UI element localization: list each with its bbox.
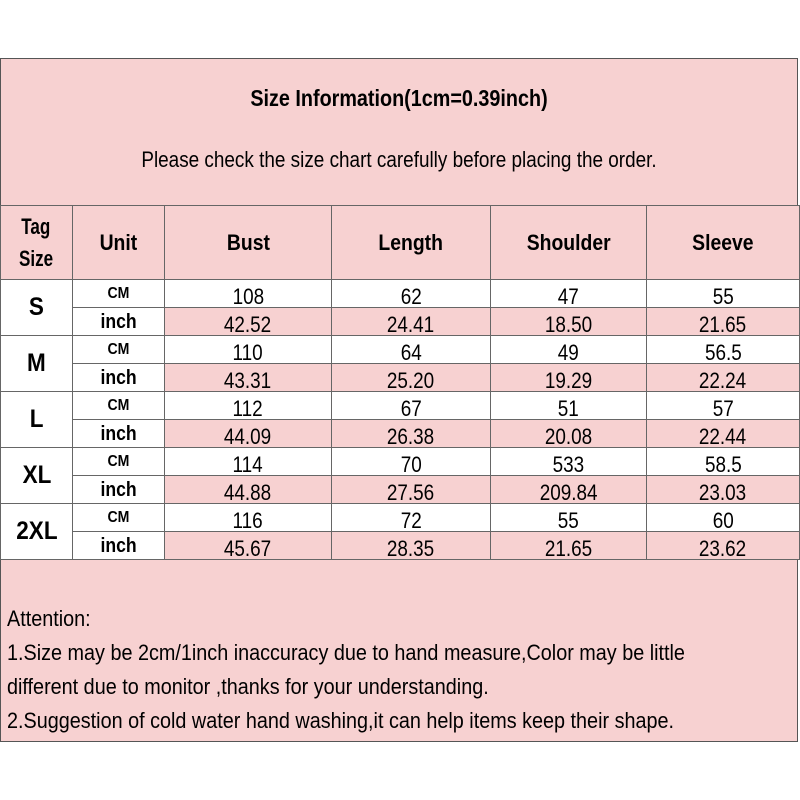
m-cm-sleeve: 56.5 <box>647 336 800 364</box>
header-tag-line1: Tag <box>21 213 52 239</box>
table-row-m-inch <box>1 364 800 392</box>
attention-heading: Attention: <box>7 606 91 631</box>
table-row-m-cm <box>1 336 800 364</box>
xl-cm-sleeve: 58.5 <box>647 448 800 476</box>
attention-line-3: 2.Suggestion of cold water hand washing,it can help items keep their shape. <box>7 708 675 733</box>
m-cm-shoulder: 49 <box>491 336 647 364</box>
unit-cm-label: CM <box>73 448 165 476</box>
m-cm-length: 64 <box>332 336 491 364</box>
l-inch-length: 26.38 <box>332 420 491 448</box>
header-length: Length <box>332 206 491 280</box>
table-header-row <box>1 206 800 280</box>
xl-inch-bust: 44.88 <box>165 476 332 504</box>
2xl-inch-length: 28.35 <box>332 532 491 560</box>
size-table-body <box>1 206 800 560</box>
unit-inch-label: inch <box>73 420 165 448</box>
table-row-2xl-cm <box>1 504 800 532</box>
2xl-cm-shoulder: 55 <box>491 504 647 532</box>
2xl-inch-bust: 45.67 <box>165 532 332 560</box>
s-cm-bust: 108 <box>165 280 332 308</box>
unit-cm-label: CM <box>73 504 165 532</box>
size-label-m: M <box>1 336 73 392</box>
size-table <box>0 205 800 560</box>
m-inch-bust: 43.31 <box>165 364 332 392</box>
l-cm-shoulder: 51 <box>491 392 647 420</box>
attention-line-2: different due to monitor ,thanks for your understanding. <box>7 674 489 699</box>
2xl-inch-shoulder: 21.65 <box>491 532 647 560</box>
unit-inch-label: inch <box>73 532 165 560</box>
l-inch-shoulder: 20.08 <box>491 420 647 448</box>
s-cm-length: 62 <box>332 280 491 308</box>
header-tag-size <box>1 206 73 280</box>
size-label-l: L <box>1 392 73 448</box>
page-title: Size Information(1cm=0.39inch) <box>250 85 548 111</box>
s-cm-sleeve: 55 <box>647 280 800 308</box>
xl-inch-shoulder: 209.84 <box>491 476 647 504</box>
header-shoulder: Shoulder <box>491 206 647 280</box>
xl-cm-bust: 114 <box>165 448 332 476</box>
l-inch-sleeve: 22.44 <box>647 420 800 448</box>
size-label-2xl: 2XL <box>1 504 73 560</box>
header-tag-line2: Size <box>19 245 54 271</box>
table-row-xl-cm <box>1 448 800 476</box>
table-row-l-inch <box>1 420 800 448</box>
unit-inch-label: inch <box>73 364 165 392</box>
s-inch-length: 24.41 <box>332 308 491 336</box>
s-inch-bust: 42.52 <box>165 308 332 336</box>
unit-cm-label: CM <box>73 392 165 420</box>
unit-inch-label: inch <box>73 308 165 336</box>
2xl-cm-length: 72 <box>332 504 491 532</box>
2xl-cm-bust: 116 <box>165 504 332 532</box>
unit-cm-label: CM <box>73 336 165 364</box>
xl-inch-length: 27.56 <box>332 476 491 504</box>
2xl-inch-sleeve: 23.62 <box>647 532 800 560</box>
xl-inch-sleeve: 23.03 <box>647 476 800 504</box>
m-inch-length: 25.20 <box>332 364 491 392</box>
s-inch-sleeve: 21.65 <box>647 308 800 336</box>
table-row-s-inch <box>1 308 800 336</box>
l-cm-sleeve: 57 <box>647 392 800 420</box>
attention-line-1: 1.Size may be 2cm/1inch inaccuracy due to hand measure,Color may be little <box>7 640 685 665</box>
table-row-l-cm <box>1 392 800 420</box>
size-label-xl: XL <box>1 448 73 504</box>
l-cm-bust: 112 <box>165 392 332 420</box>
header-unit: Unit <box>73 206 165 280</box>
unit-inch-label: inch <box>73 476 165 504</box>
xl-cm-shoulder: 533 <box>491 448 647 476</box>
unit-cm-label: CM <box>73 280 165 308</box>
table-row-s-cm <box>1 280 800 308</box>
header-bust: Bust <box>165 206 332 280</box>
l-cm-length: 67 <box>332 392 491 420</box>
size-info-panel <box>0 58 798 742</box>
s-cm-shoulder: 47 <box>491 280 647 308</box>
s-inch-shoulder: 18.50 <box>491 308 647 336</box>
xl-cm-length: 70 <box>332 448 491 476</box>
l-inch-bust: 44.09 <box>165 420 332 448</box>
table-row-2xl-inch <box>1 532 800 560</box>
size-label-s: S <box>1 280 73 336</box>
attention-notes <box>7 602 709 738</box>
table-row-xl-inch <box>1 476 800 504</box>
header-sleeve: Sleeve <box>647 206 800 280</box>
2xl-cm-sleeve: 60 <box>647 504 800 532</box>
page-subtitle: Please check the size chart carefully before placing the order. <box>141 147 657 172</box>
m-inch-shoulder: 19.29 <box>491 364 647 392</box>
m-cm-bust: 110 <box>165 336 332 364</box>
m-inch-sleeve: 22.24 <box>647 364 800 392</box>
